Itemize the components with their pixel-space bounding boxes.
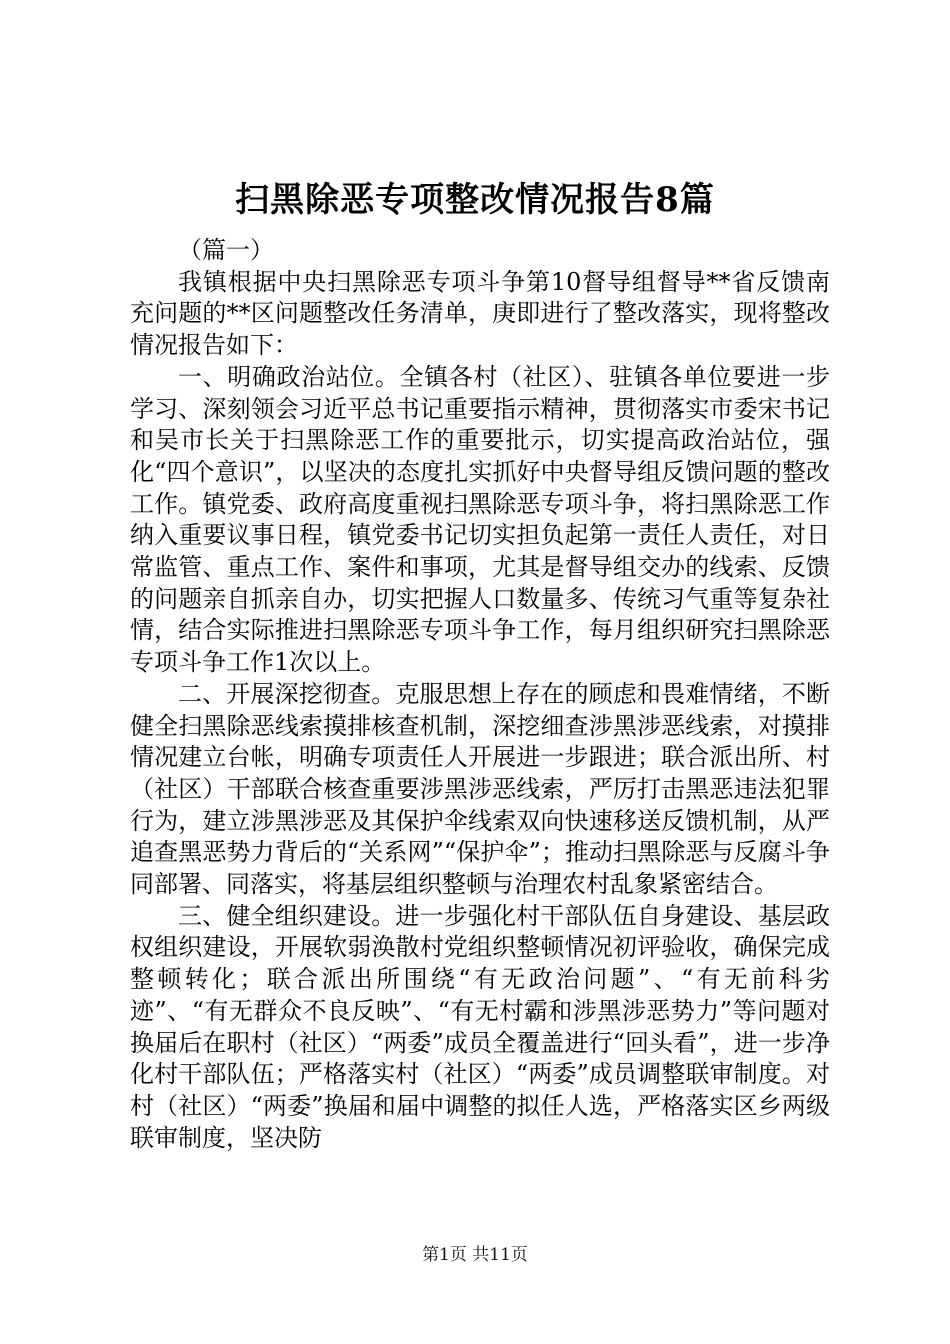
document-title: 扫黑除恶专项整改情况报告8篇 — [235, 180, 715, 220]
paragraph-organization-building: 三、健全组织建设。进一步强化村干部队伍自身建设、基层政权组织建设，开展软弱涣散村党组织整顿情况初评验收，确保完成整顿转化；联合派出所围绕“有无政治问题”、“有无前科劣迹”、“有无群众不良反映”、“有无村霸和涉黑涉恶势力”等问题对换届后在职村（社区）“两委”成员全覆盖进行“回头看”，进一步净化村干部队伍；严格落实村（社区）“两委”成员调整联审制度。对村（社区）“两委”换届和届中调整的拟任人选，严格落实区乡两级联审制度，坚决防 — [130, 901, 830, 1152]
paragraph-political-stance: 一、明确政治站位。全镇各村（社区）、驻镇各单位要进一步学习、深刻领会习近平总书记重要指示精神，贯彻落实市委宋书记和吴市长关于扫黑除恶工作的重要批示，切实提高政治站位，强化“四个意识”，以坚决的态度扎实抓好中央督导组反馈问题的整改工作。镇党委、政府高度重视扫黑除恶专项斗争，将扫黑除恶工作纳入重要议事日程，镇党委书记切实担负起第一责任人责任，对日常监管、重点工作、案件和事项，尤其是督导组交办的线索、反馈的问题亲自抓亲自办，切实把握人口数量多、传统习气重等复杂社情，结合实际推进扫黑除恶专项斗争工作，每月组织研究扫黑除恶专项斗争工作1次以上。 — [130, 362, 830, 677]
section-label: （篇一） — [178, 236, 274, 264]
page-footer: 第1页 共11页 — [422, 1245, 528, 1265]
paragraph-deep-investigation: 二、开展深挖彻查。克服思想上存在的顾虑和畏难情绪，不断健全扫黑除恶线索摸排核查机制，深挖细查涉黑涉恶线索，对摸排情况建立台帐，明确专项责任人开展进一步跟进；联合派出所、村（社区）干部联合核查重要涉黑涉恶线索，严厉打击黑恶违法犯罪行为，建立涉黑涉恶及其保护伞线索双向快速移送反馈机制，从严追查黑恶势力背后的“关系网”“保护伞”；推动扫黑除恶与反腐斗争同部署、同落实，将基层组织整顿与治理农村乱象紧密结合。 — [130, 679, 830, 899]
paragraph-intro: 我镇根据中央扫黑除恶专项斗争第10督导组督导**省反馈南充问题的**区问题整改任务清单，庚即进行了整改落实，现将整改情况报告如下： — [130, 267, 830, 360]
document-body — [130, 235, 830, 1154]
